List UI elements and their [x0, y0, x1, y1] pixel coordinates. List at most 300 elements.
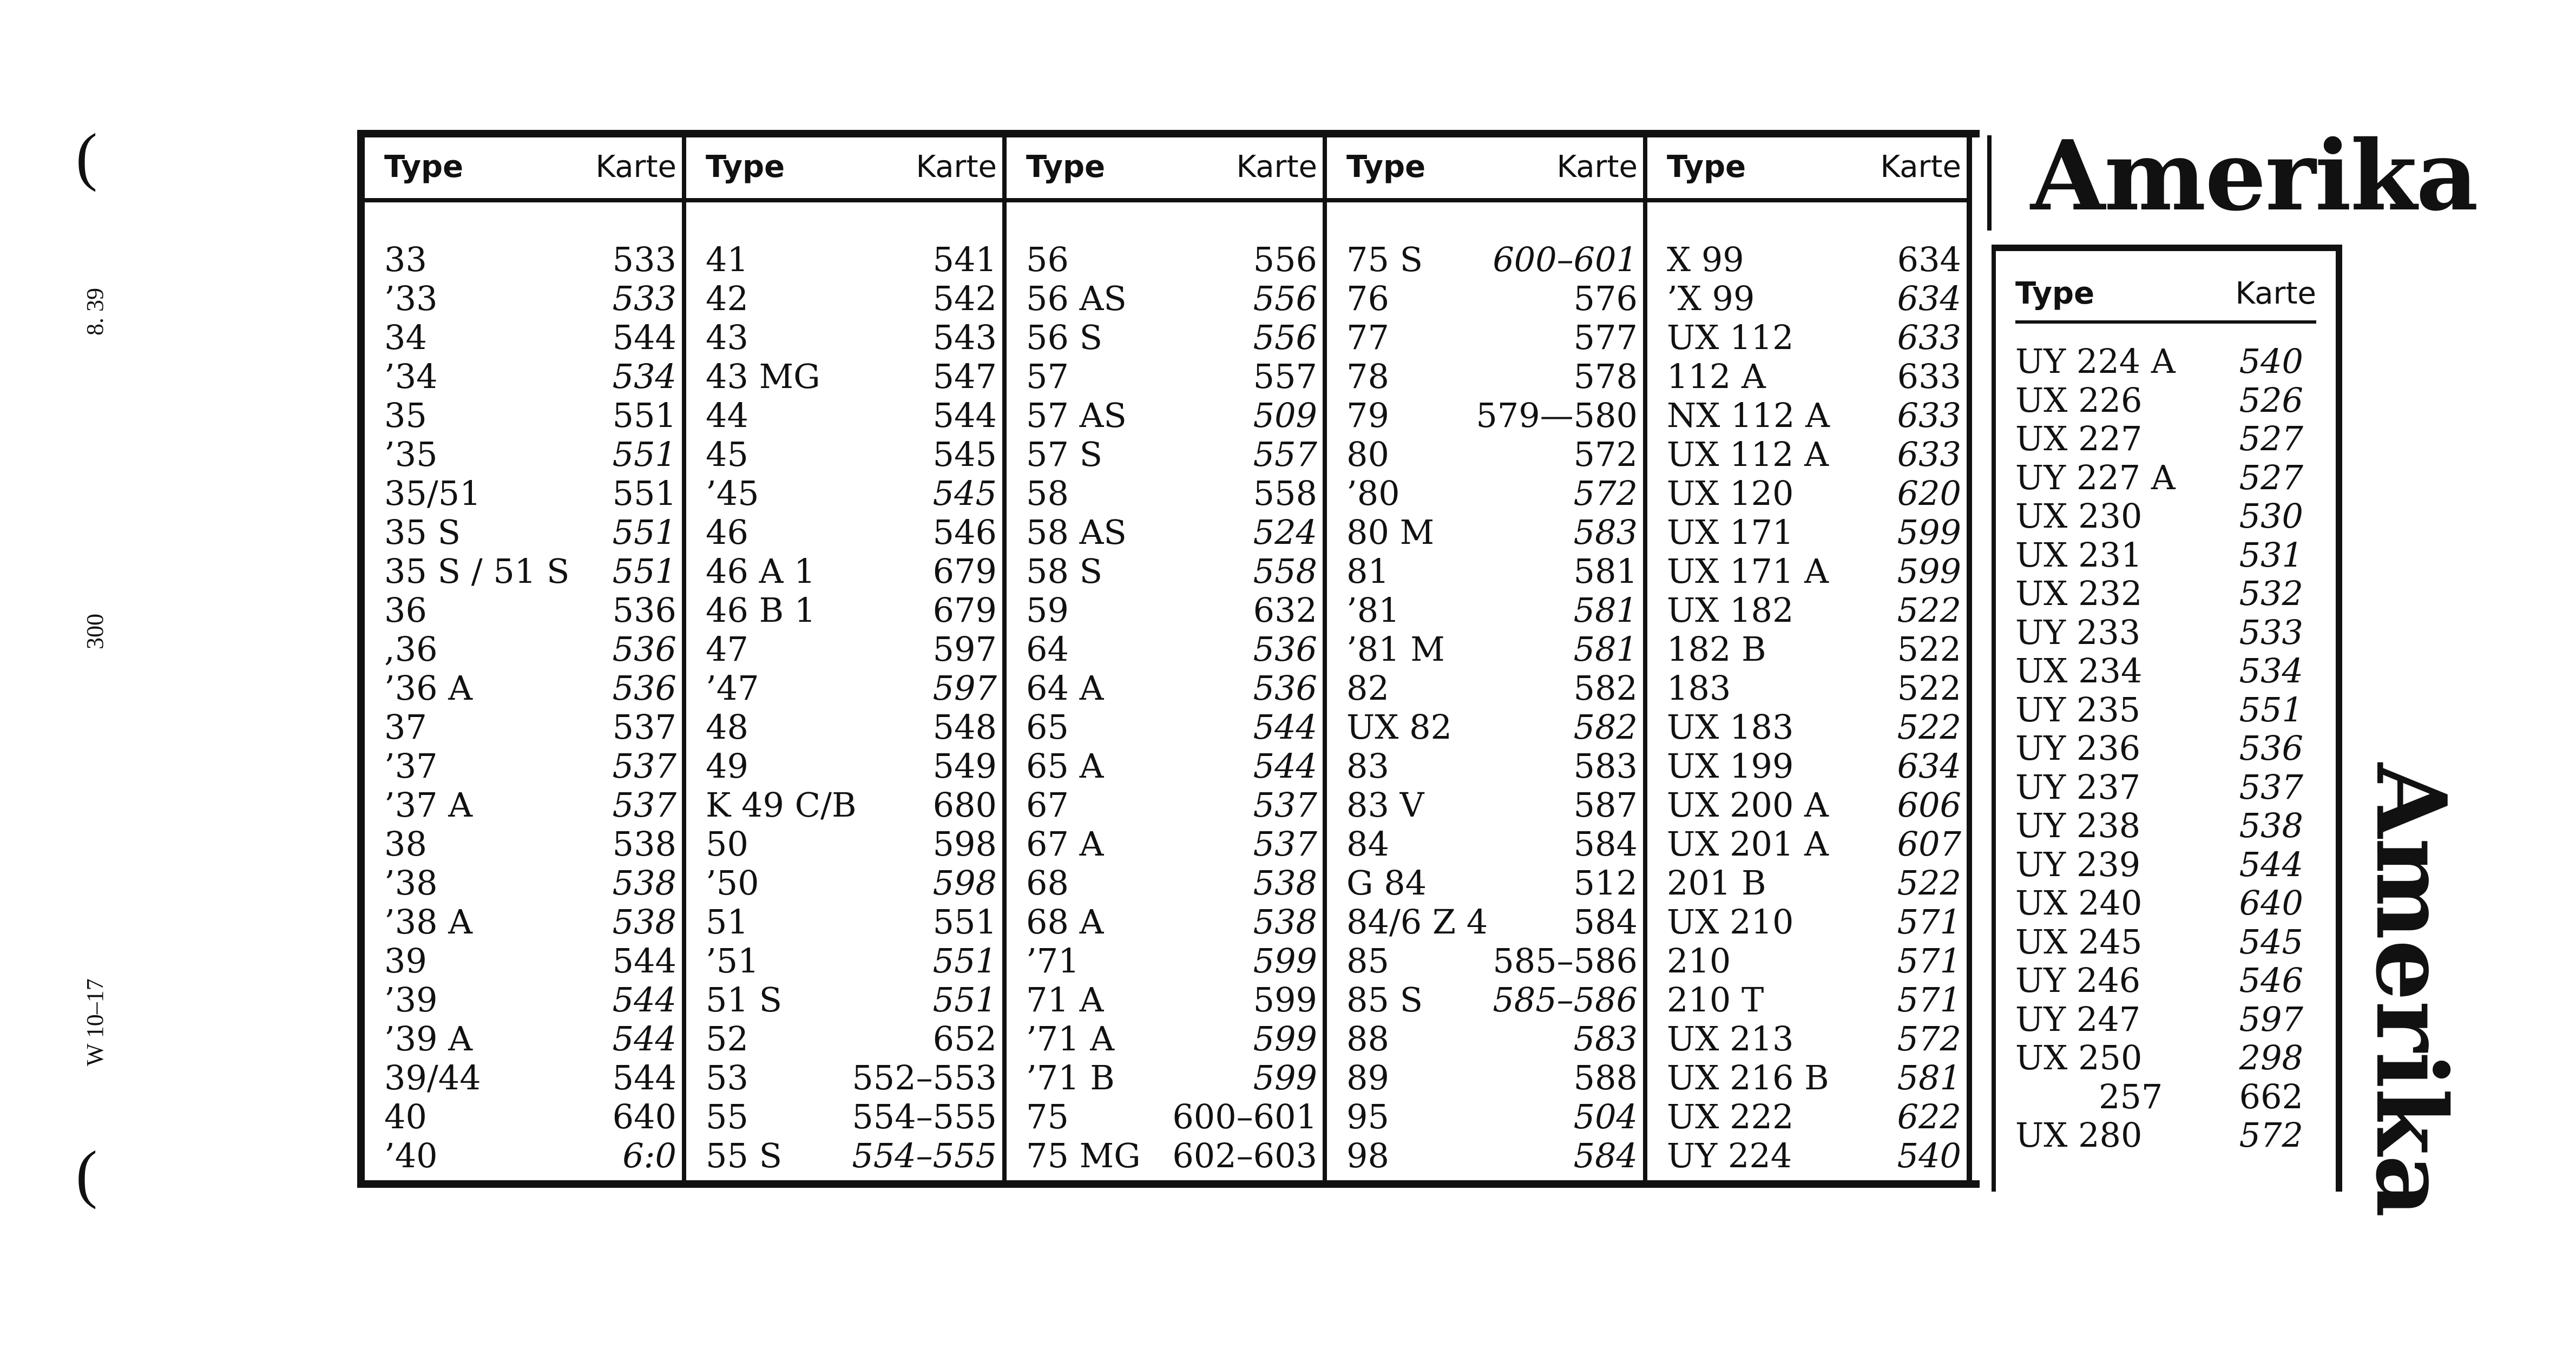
- cell-karte: 541: [932, 240, 997, 279]
- cell-karte: 542: [932, 279, 997, 318]
- cell-type: UX 210: [1667, 902, 1794, 942]
- cell-karte: 6:0: [622, 1136, 676, 1175]
- cell-karte: 599: [1253, 941, 1317, 981]
- cell-type: 38: [384, 824, 427, 864]
- table-row: [365, 591, 682, 630]
- cell-karte: 524: [1253, 512, 1317, 552]
- cell-karte: 538: [1253, 863, 1317, 903]
- table-row: [1007, 1058, 1323, 1097]
- cell-karte: 572: [2239, 1115, 2303, 1155]
- cell-karte: 571: [1897, 941, 1961, 981]
- table-row: [1647, 396, 1967, 435]
- cell-type: UX 199: [1667, 746, 1794, 786]
- side-header-karte: Karte: [2235, 276, 2316, 311]
- table-row: [1007, 669, 1323, 708]
- table-row: [365, 825, 682, 864]
- cell-karte: 522: [1897, 590, 1961, 630]
- cell-karte: 509: [1253, 396, 1317, 435]
- cell-type: 57 AS: [1026, 396, 1127, 435]
- table-column: [1327, 137, 1647, 1180]
- table-row: [1647, 669, 1967, 708]
- table-row: [1996, 536, 2336, 575]
- cell-type: 210 T: [1667, 980, 1764, 1020]
- table-row: [1647, 318, 1967, 357]
- cell-karte: 620: [1897, 474, 1961, 513]
- cell-karte: 584: [1573, 824, 1638, 864]
- table-row: [1327, 825, 1643, 864]
- cell-type: 52: [706, 1019, 748, 1058]
- table-row: [1647, 513, 1967, 552]
- cell-type: 59: [1026, 590, 1069, 630]
- cell-karte: 599: [1253, 1019, 1317, 1058]
- table-row: [1007, 747, 1323, 786]
- cell-karte: 634: [1897, 746, 1961, 786]
- cell-type: 51: [706, 902, 748, 942]
- column-header: [686, 137, 1002, 202]
- cell-type: UX 222: [1667, 1097, 1794, 1136]
- cell-karte: 557: [1253, 357, 1317, 396]
- cell-type: UX 226: [2015, 380, 2143, 420]
- cell-type: ’51: [706, 941, 759, 981]
- table-row: [1007, 630, 1323, 669]
- table-row: [1327, 240, 1643, 279]
- table-column: [1647, 137, 1972, 1180]
- table-row: [686, 357, 1002, 396]
- cell-type: 43: [706, 318, 748, 357]
- table-row: [686, 474, 1002, 513]
- cell-karte: 607: [1897, 824, 1961, 864]
- cell-type: 46: [706, 512, 748, 552]
- cell-type: UX 200 A: [1667, 785, 1829, 825]
- cell-type: 56 S: [1026, 318, 1103, 357]
- cell-karte: 597: [932, 629, 997, 669]
- cell-type: ’35: [384, 435, 438, 474]
- table-row: [365, 513, 682, 552]
- table-row: [686, 1097, 1002, 1136]
- cell-type: 80 M: [1346, 512, 1435, 552]
- cell-type: UX 234: [2015, 651, 2143, 691]
- table-row: [1327, 747, 1643, 786]
- cell-type: UX 171 A: [1667, 551, 1829, 591]
- cell-karte: 556: [1253, 240, 1317, 279]
- cell-karte: 544: [1253, 746, 1317, 786]
- cell-type: 49: [706, 746, 748, 786]
- table-row: [1007, 240, 1323, 279]
- cell-karte: 538: [612, 824, 676, 864]
- side-header-type: Type: [2015, 276, 2095, 311]
- cell-type: UX 112 A: [1667, 435, 1829, 474]
- cell-type: UX 250: [2015, 1038, 2143, 1077]
- cell-karte: 632: [1253, 590, 1317, 630]
- cell-karte: 571: [1897, 980, 1961, 1020]
- vertical-title: Amerika: [2355, 763, 2468, 1218]
- table-row: [686, 513, 1002, 552]
- table-row: [686, 1020, 1002, 1058]
- table-row: [1327, 474, 1643, 513]
- cell-type: UX 245: [2015, 922, 2143, 962]
- cell-karte: 587: [1573, 785, 1638, 825]
- cell-karte: 522: [1897, 629, 1961, 669]
- cell-karte: 512: [1573, 863, 1638, 903]
- cell-type: 57 S: [1026, 435, 1103, 474]
- cell-karte: 576: [1573, 279, 1638, 318]
- cell-type: 67: [1026, 785, 1069, 825]
- header-type: Type: [384, 149, 464, 185]
- table-row: [365, 942, 682, 981]
- cell-karte: 537: [1253, 785, 1317, 825]
- cell-karte: 598: [932, 863, 997, 903]
- table-row: [1007, 1097, 1323, 1136]
- cell-type: ’40: [384, 1136, 438, 1175]
- cell-type: UX 231: [2015, 535, 2143, 575]
- table-row: [365, 747, 682, 786]
- table-row: [686, 786, 1002, 825]
- table-row: [1647, 708, 1967, 747]
- cell-type: 84: [1346, 824, 1389, 864]
- cell-type: 83: [1346, 746, 1389, 786]
- table-row: [686, 435, 1002, 474]
- table-row: [1996, 458, 2336, 497]
- header-type: Type: [1667, 149, 1746, 185]
- header-karte: Karte: [595, 149, 676, 185]
- cell-type: 67 A: [1026, 824, 1104, 864]
- cell-type: 85 S: [1346, 980, 1423, 1020]
- table-row: [1007, 435, 1323, 474]
- table-row: [686, 864, 1002, 903]
- table-row: [1996, 768, 2336, 807]
- table-row: [1996, 845, 2336, 884]
- cell-karte: 544: [932, 396, 997, 435]
- cell-karte: 522: [1897, 863, 1961, 903]
- cell-type: 46 A 1: [706, 551, 816, 591]
- page-title: Amerika: [2030, 119, 2478, 232]
- cell-type: 78: [1346, 357, 1389, 396]
- table-row: [686, 630, 1002, 669]
- table-row: [686, 240, 1002, 279]
- cell-type: 58 AS: [1026, 512, 1127, 552]
- table-row: [365, 630, 682, 669]
- table-row: [1327, 396, 1643, 435]
- cell-type: 56: [1026, 240, 1069, 279]
- header-type: Type: [1026, 149, 1106, 185]
- table-row: [1327, 786, 1643, 825]
- table-row: [1327, 1097, 1643, 1136]
- side-table: [1992, 245, 2342, 1192]
- cell-karte: 540: [2239, 341, 2303, 381]
- cell-type: 47: [706, 629, 748, 669]
- cell-type: G 84: [1346, 863, 1427, 903]
- cell-karte: 551: [932, 902, 997, 942]
- column-header: [365, 137, 682, 202]
- cell-karte: 526: [2239, 380, 2303, 420]
- cell-karte: 599: [1897, 551, 1961, 591]
- cell-karte: 538: [612, 902, 676, 942]
- header-karte: Karte: [1556, 149, 1638, 185]
- cell-type: 68 A: [1026, 902, 1104, 942]
- header-karte: Karte: [1236, 149, 1317, 185]
- cell-karte: 536: [1253, 629, 1317, 669]
- cell-karte: 558: [1253, 551, 1317, 591]
- table-row: [1007, 552, 1323, 591]
- table-row: [1327, 552, 1643, 591]
- cell-type: ’81: [1346, 590, 1400, 630]
- cell-type: ’33: [384, 279, 438, 318]
- cell-type: UX 112: [1667, 318, 1794, 357]
- cell-type: ’80: [1346, 474, 1400, 513]
- cell-type: 56 AS: [1026, 279, 1127, 318]
- table-row: [365, 903, 682, 942]
- main-table: [357, 130, 1980, 1188]
- cell-type: 37: [384, 707, 427, 747]
- cell-type: 45: [706, 435, 748, 474]
- cell-karte: 585–586: [1493, 941, 1638, 981]
- table-row: [1996, 806, 2336, 845]
- cell-type: UY 247: [2015, 999, 2141, 1039]
- cell-karte: 588: [1573, 1058, 1638, 1097]
- cell-karte: 533: [612, 279, 676, 318]
- table-row: [1007, 591, 1323, 630]
- cell-type: ’71 A: [1026, 1019, 1115, 1058]
- table-row: [1007, 786, 1323, 825]
- cell-type: ’37: [384, 746, 438, 786]
- cell-type: UY 227 A: [2015, 457, 2176, 497]
- cell-karte: 551: [612, 512, 676, 552]
- cell-karte: 551: [612, 474, 676, 513]
- cell-type: UY 233: [2015, 612, 2141, 652]
- table-row: [1327, 318, 1643, 357]
- cell-type: 55: [706, 1097, 748, 1136]
- cell-karte: 538: [1253, 902, 1317, 942]
- table-row: [365, 786, 682, 825]
- table-row: [1647, 474, 1967, 513]
- cell-type: ’38 A: [384, 902, 473, 942]
- table-row: [1007, 396, 1323, 435]
- cell-type: 79: [1346, 396, 1389, 435]
- column-header: [1327, 137, 1643, 202]
- margin-paren-bottom: (: [76, 1137, 97, 1209]
- table-column: [365, 137, 686, 1180]
- cell-type: 201 B: [1667, 863, 1766, 903]
- cell-type: 55 S: [706, 1136, 783, 1175]
- table-row: [1327, 942, 1643, 981]
- table-row: [365, 552, 682, 591]
- table-row: [365, 474, 682, 513]
- side-table-rows: [1996, 342, 2336, 1155]
- cell-karte: 534: [2239, 651, 2303, 691]
- table-row: [1007, 1020, 1323, 1058]
- table-row: [1647, 1058, 1967, 1097]
- cell-karte: 551: [932, 941, 997, 981]
- table-row: [686, 591, 1002, 630]
- cell-karte: 536: [1253, 668, 1317, 708]
- cell-karte: 579—580: [1476, 396, 1638, 435]
- cell-karte: 558: [1253, 474, 1317, 513]
- cell-type: 48: [706, 707, 748, 747]
- cell-karte: 581: [1573, 551, 1638, 591]
- table-row: [1007, 708, 1323, 747]
- table-row: [1327, 435, 1643, 474]
- cell-karte: 679: [932, 551, 997, 591]
- cell-karte: 554–555: [852, 1136, 997, 1175]
- cell-karte: 554–555: [852, 1097, 997, 1136]
- cell-type: 71 A: [1026, 980, 1104, 1020]
- cell-karte: 551: [612, 435, 676, 474]
- table-row: [365, 708, 682, 747]
- cell-karte: 540: [1897, 1136, 1961, 1175]
- cell-karte: 557: [1253, 435, 1317, 474]
- table-row: [1007, 981, 1323, 1020]
- table-row: [1647, 942, 1967, 981]
- cell-karte: 504: [1573, 1097, 1638, 1136]
- table-row: [686, 942, 1002, 981]
- cell-type: ’50: [706, 863, 759, 903]
- cell-karte: 551: [932, 980, 997, 1020]
- cell-karte: 680: [932, 785, 997, 825]
- table-column: [1007, 137, 1327, 1180]
- table-row: [1647, 903, 1967, 942]
- cell-type: 57: [1026, 357, 1069, 396]
- table-row: [1327, 357, 1643, 396]
- cell-karte: 633: [1897, 435, 1961, 474]
- cell-karte: 556: [1253, 279, 1317, 318]
- table-row: [365, 669, 682, 708]
- cell-karte: 544: [612, 980, 676, 1020]
- table-row: [365, 357, 682, 396]
- table-row: [1327, 1020, 1643, 1058]
- table-row: [365, 318, 682, 357]
- cell-type: ’37 A: [384, 785, 473, 825]
- cell-karte: 545: [932, 435, 997, 474]
- cell-type: ’39: [384, 980, 438, 1020]
- cell-type: UX 82: [1346, 707, 1452, 747]
- table-row: [1007, 903, 1323, 942]
- cell-type: UY 237: [2015, 767, 2141, 807]
- cell-type: 80: [1346, 435, 1389, 474]
- cell-karte: 581: [1573, 590, 1638, 630]
- cell-type: 81: [1346, 551, 1389, 591]
- table-row: [1996, 381, 2336, 420]
- table-row: [1007, 513, 1323, 552]
- cell-karte: 598: [932, 824, 997, 864]
- cell-karte: 530: [2239, 496, 2303, 536]
- table-row: [1996, 923, 2336, 962]
- cell-karte: 572: [1573, 474, 1638, 513]
- cell-karte: 533: [2239, 612, 2303, 652]
- table-row: [1647, 240, 1967, 279]
- cell-karte: 581: [1897, 1058, 1961, 1097]
- cell-type: 84/6 Z 4: [1346, 902, 1488, 942]
- table-row: [686, 708, 1002, 747]
- table-row: [365, 1097, 682, 1136]
- table-row: [1327, 630, 1643, 669]
- cell-type: 98: [1346, 1136, 1389, 1175]
- table-row: [1996, 419, 2336, 458]
- table-row: [1007, 279, 1323, 318]
- cell-type: 75: [1026, 1097, 1069, 1136]
- cell-type: X 99: [1667, 240, 1744, 279]
- cell-type: UY 224: [1667, 1136, 1792, 1175]
- cell-karte: 538: [612, 863, 676, 903]
- cell-karte: 544: [1253, 707, 1317, 747]
- table-row: [1327, 591, 1643, 630]
- cell-type: 43 MG: [706, 357, 820, 396]
- cell-type: 33: [384, 240, 427, 279]
- cell-karte: 543: [932, 318, 997, 357]
- table-row: [1327, 669, 1643, 708]
- table-row: [365, 1058, 682, 1097]
- cell-type: 35 S / 51 S: [384, 551, 570, 591]
- cell-karte: 597: [2239, 999, 2303, 1039]
- cell-karte: 577: [1573, 318, 1638, 357]
- cell-karte: 544: [612, 941, 676, 981]
- table-row: [1996, 497, 2336, 536]
- cell-type: ’X 99: [1667, 279, 1755, 318]
- table-row: [1327, 708, 1643, 747]
- table-row: [1647, 786, 1967, 825]
- cell-type: UX 227: [2015, 419, 2143, 458]
- cell-type: 75 S: [1346, 240, 1423, 279]
- cell-type: 75 MG: [1026, 1136, 1141, 1175]
- cell-type: 51 S: [706, 980, 783, 1020]
- cell-karte: 599: [1253, 1058, 1317, 1097]
- cell-karte: 551: [612, 551, 676, 591]
- cell-type: ,36: [384, 629, 438, 669]
- table-row: [1996, 342, 2336, 381]
- table-row: [686, 825, 1002, 864]
- table-row: [1647, 864, 1967, 903]
- cell-type: 88: [1346, 1019, 1389, 1058]
- title-rule: [1987, 135, 1992, 231]
- cell-karte: 572: [1573, 435, 1638, 474]
- cell-karte: 622: [1897, 1097, 1961, 1136]
- cell-karte: 545: [2239, 922, 2303, 962]
- table-row: [1647, 630, 1967, 669]
- cell-type: ’36 A: [384, 668, 473, 708]
- cell-type: UX 232: [2015, 574, 2143, 613]
- cell-karte: 583: [1573, 512, 1638, 552]
- cell-karte: 532: [2239, 574, 2303, 613]
- table-row: [1647, 552, 1967, 591]
- table-row: [1996, 652, 2336, 691]
- cell-type: 64: [1026, 629, 1069, 669]
- cell-type: 42: [706, 279, 748, 318]
- table-row: [1007, 942, 1323, 981]
- cell-karte: 584: [1573, 902, 1638, 942]
- column-rows: [686, 240, 1002, 1175]
- cell-karte: 537: [1253, 824, 1317, 864]
- table-row: [1327, 513, 1643, 552]
- cell-type: 41: [706, 240, 748, 279]
- cell-karte: 578: [1573, 357, 1638, 396]
- table-row: [1996, 613, 2336, 652]
- cell-karte: 602–603: [1172, 1136, 1317, 1175]
- cell-karte: 545: [932, 474, 997, 513]
- table-row: [365, 435, 682, 474]
- table-row: [1996, 1077, 2336, 1116]
- table-row: [1007, 864, 1323, 903]
- cell-type: UX 171: [1667, 512, 1794, 552]
- header-type: Type: [1346, 149, 1426, 185]
- cell-type: 82: [1346, 668, 1389, 708]
- table-row: [1996, 961, 2336, 1000]
- table-row: [1647, 1136, 1967, 1175]
- table-row: [1647, 1097, 1967, 1136]
- table-row: [686, 747, 1002, 786]
- cell-type: 35 S: [384, 512, 461, 552]
- table-row: [1647, 825, 1967, 864]
- cell-karte: 600–601: [1493, 240, 1638, 279]
- table-row: [365, 1020, 682, 1058]
